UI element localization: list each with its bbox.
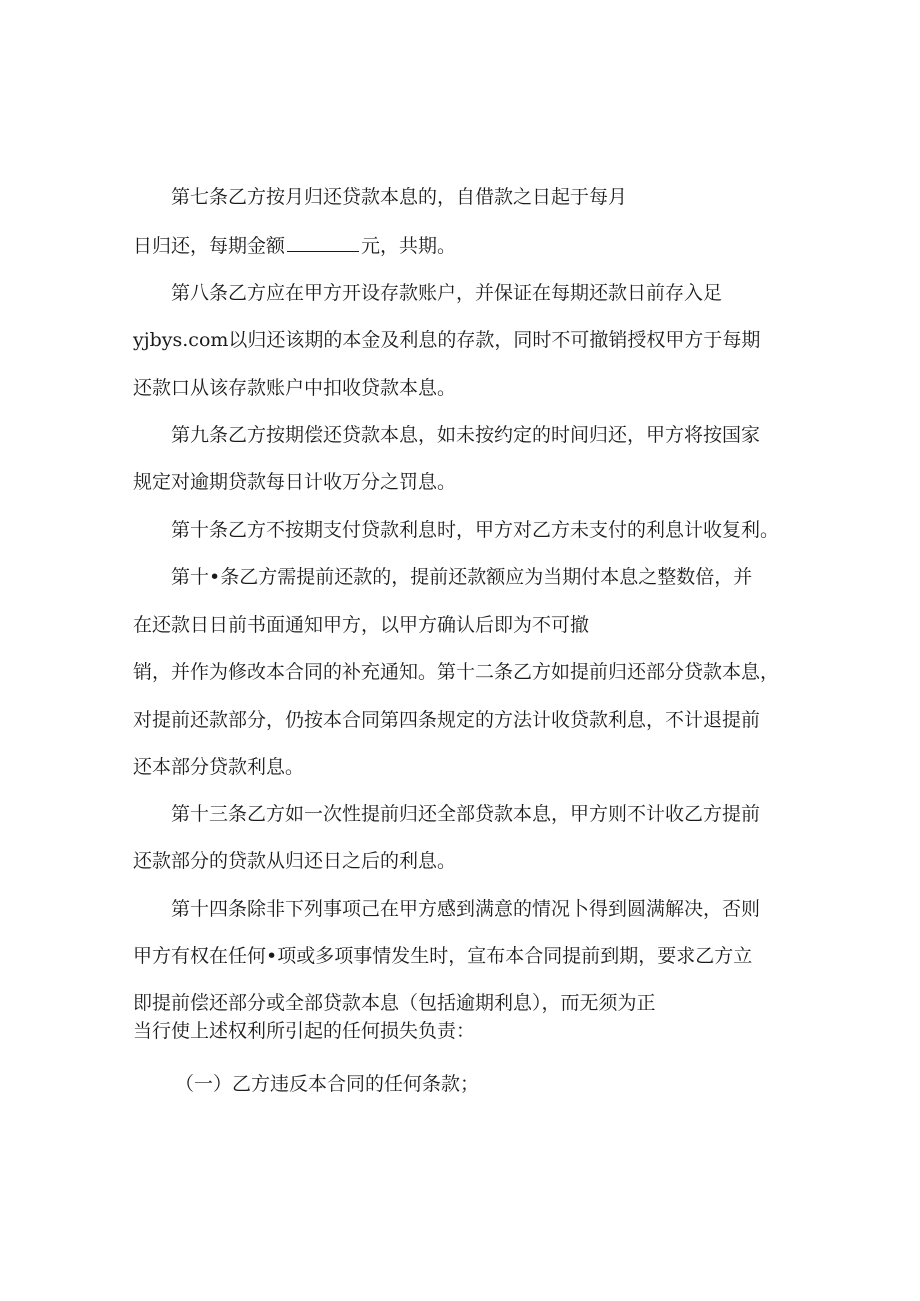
text-line: 第九条乙方按期偿还贷款本息，如未按约定的时间归还，甲方将按国家 (171, 424, 761, 446)
text-line: 销，并作为修改本合同的补充通知。第十二条乙方如提前归还部分贷款本息， (133, 661, 780, 683)
text-line: 第八条乙方应在甲方开设存款账户，并保证在每期还款日前存入足 (171, 282, 723, 304)
text-line (133, 232, 456, 259)
text-line: 第十•条乙方需提前还款的，提前还款额应为当期付本息之整数倍，并 (171, 566, 753, 588)
text-line: 第十四条除非下列事项己在甲方感到满意的情况卜得到圆满解决，否则 (171, 898, 761, 920)
blank-amount (287, 232, 359, 252)
text-line: 在还款日日前书面通知甲方，以甲方确认后即为不可撤 (133, 614, 590, 636)
text-line: 还本部分贷款利息。 (133, 756, 305, 778)
text-line: 甲方有权在任何•项或多项事情发生时，宣布本合同提前到期，要求乙方立 (133, 945, 753, 967)
text-fragment: 日归还，每期金额 (133, 235, 286, 257)
text-line: 还款口从该存款账户中扣收贷款本息。 (133, 377, 457, 399)
text-line: 规定对逾期贷款每日计收万分之罚息。 (133, 471, 457, 493)
text-line: 还款部分的贷款从归还日之后的利息。 (133, 850, 457, 872)
text-line: 第十条乙方不按期支付贷款利息时，甲方对乙方未支付的利息计收复利。 (171, 519, 780, 541)
text-line: 对提前还款部分，仍按本合同第四条规定的方法计收贷款利息，不计退提前 (133, 709, 761, 731)
text-fragment: 元，共期。 (361, 235, 457, 257)
text-line: 即提前偿还部分或全部贷款本息（包括逾期利息），而无须为正 (133, 992, 656, 1014)
text-line: 第七条乙方按月归还贷款本息的，自借款之日起于每月 (171, 186, 628, 208)
text-line: 第十三条乙方如一次性提前归还全部贷款本息，甲方则不计收乙方提前 (171, 803, 761, 825)
text-line: yjbys.com以归还该期的本金及利息的存款，同时不可撤销授权甲方于每期 (133, 329, 761, 351)
text-line: 当行使上述权利所引起的任何损失负责： (133, 1020, 476, 1042)
text-line: （一）乙方违反本合同的任何条款； (175, 1073, 480, 1095)
